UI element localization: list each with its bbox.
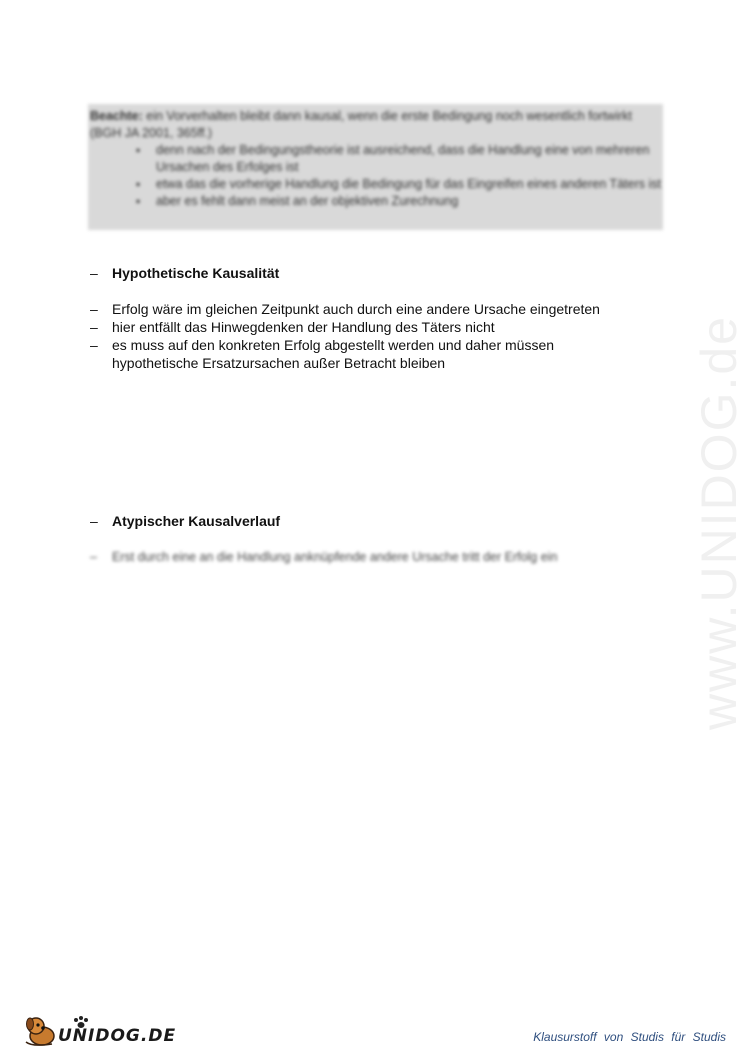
watermark-text: www.UNIDOG.de — [691, 315, 747, 730]
dash-bullet: – — [90, 550, 97, 564]
note-text — [90, 108, 662, 210]
dash-bullet: – — [90, 301, 98, 317]
dash-bullet: – — [90, 319, 98, 335]
logo-text: UNIDOG.DE — [58, 1026, 177, 1046]
note-bullet: ▪ aber es fehlt dann meist an der objektiven Zurechnung — [156, 193, 662, 210]
list-item-text: hypothetische Ersatzursachen außer Betracht bleiben — [112, 355, 446, 371]
list-item-text: Erst durch eine an die Handlung anknüpfende andere Ursache tritt der Erfolg ein — [112, 550, 558, 564]
unidog-logo[interactable] — [22, 1012, 177, 1050]
list-item-text: Erfolg wäre im gleichen Zeitpunkt auch durch eine andere Ursache eingetreten — [112, 301, 600, 317]
heading-text: Atypischer Kausalverlauf — [112, 513, 281, 529]
note-bullet: ▪ etwa das die vorherige Handlung die Bedingung für das Eingreifen eines anderen Täters ist — [156, 176, 662, 193]
dash-bullet: – — [90, 513, 98, 529]
list-item-text: hier entfällt das Hinwegdenken der Handlung des Täters nicht — [112, 319, 495, 335]
note-label: Beachte: — [90, 109, 143, 123]
note-bullet-list — [90, 142, 662, 210]
heading-text: Hypothetische Kausalität — [112, 265, 280, 281]
note-bullet: ▪ denn nach der Bedingungstheorie ist ausreichend, dass die Handlung eine von mehreren Ursachen des Erfolges ist — [156, 142, 662, 176]
footer-tagline: Klausurstoff von Studis für Studis — [533, 1030, 726, 1044]
dash-bullet: – — [90, 337, 98, 353]
list-item-text: es muss auf den konkreten Erfolg abgestellt werden und daher müssen — [112, 337, 555, 353]
dash-bullet: – — [90, 265, 98, 281]
note-intro: ein Vorverhalten bleibt dann kausal, wenn die erste Bedingung noch wesentlich fortwirkt (BGH JA 2001, 365ff.) — [90, 109, 632, 140]
